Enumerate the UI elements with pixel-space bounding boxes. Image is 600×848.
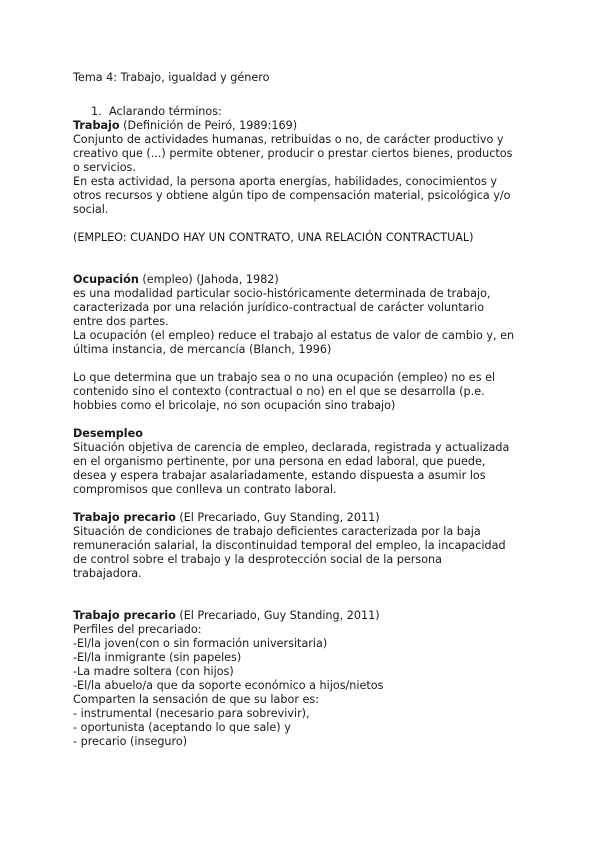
numbered-list-item: [73, 105, 533, 119]
term-source: (empleo) (Jahoda, 1982): [138, 273, 279, 286]
paragraph-line: social.: [73, 203, 109, 216]
list-line: -El/la joven(con o sin formación universitaria): [73, 637, 328, 650]
term-source: (El Precariado, Guy Standing, 2011): [175, 609, 380, 622]
paragraph-line: La ocupación (el empleo) reduce el trabajo al estatus de valor de cambio y, en: [73, 329, 515, 342]
paragraph-line: hobbies como el bricolaje, no son ocupación sino trabajo): [73, 399, 396, 412]
list-line: - oportunista (aceptando lo que sale) y: [73, 721, 291, 734]
paragraph-line: otros recursos y obtiene algún tipo de compensación material, psicológica y/o: [73, 189, 511, 202]
paragraph-line: última instancia, de mercancía (Blanch, 1996): [73, 343, 332, 356]
section-heading: [73, 273, 533, 287]
list-line: -La madre soltera (con hijos): [73, 665, 234, 678]
paragraph-line: caracterizada por una relación jurídico-contractual de carácter voluntario: [73, 301, 485, 314]
paragraph-line: En esta actividad, la persona aporta energías, habilidades, conocimientos y: [73, 175, 498, 188]
term-label: Desempleo: [73, 427, 143, 440]
paragraph-line: de control sobre el trabajo y la desprotección social de la persona: [73, 553, 442, 566]
paragraph-line: o servicios.: [73, 161, 136, 174]
section-trabajo-precario-1: [73, 511, 533, 581]
document-body: [73, 71, 533, 749]
section-ocupacion: [73, 273, 533, 413]
paragraph-line: creativo que (...) permite obtener, producir o prestar ciertos bienes, productos: [73, 147, 513, 160]
paragraph-line: Situación de condiciones de trabajo deficientes caracterizada por la baja: [73, 525, 481, 538]
section-heading: [73, 511, 533, 525]
section-heading: [73, 119, 533, 133]
term-label: Trabajo precario: [73, 609, 176, 622]
term-label: Trabajo: [73, 119, 120, 132]
document-title: Tema 4: Trabajo, igualdad y género: [73, 71, 270, 84]
section-heading: [73, 609, 533, 623]
list-number: 1.: [91, 105, 102, 118]
list-line: -El/la abuelo/a que da soporte económico a hijos/nietos: [73, 679, 384, 692]
term-source: (Definición de Peiró, 1989:169): [119, 119, 298, 132]
paragraph-line: Perfiles del precariado:: [73, 623, 202, 636]
term-label: Trabajo precario: [73, 511, 176, 524]
list-line: - instrumental (necesario para sobrevivir),: [73, 707, 310, 720]
section-heading: [73, 427, 533, 441]
section-trabajo-precario-2: [73, 609, 533, 749]
paragraph-line: remuneración salarial, la discontinuidad temporal del empleo, la incapacidad: [73, 539, 506, 552]
paragraph-line: Lo que determina que un trabajo sea o no una ocupación (empleo) no es el: [73, 371, 496, 384]
list-item-text: Aclarando términos:: [109, 105, 222, 118]
list-line: - precario (inseguro): [73, 735, 188, 748]
term-source: (El Precariado, Guy Standing, 2011): [175, 511, 380, 524]
term-label: Ocupación: [73, 273, 139, 286]
paragraph-line: entre dos partes.: [73, 315, 169, 328]
paragraph-line: Situación objetiva de carencia de empleo, declarada, registrada y actualizada: [73, 441, 510, 454]
paragraph-line: compromisos que conlleva un contrato laboral.: [73, 483, 337, 496]
paragraph-line: contenido sino el contexto (contractual o no) en el que se desarrolla (p.e.: [73, 385, 485, 398]
paragraph-line: Conjunto de actividades humanas, retribuidas o no, de carácter productivo y: [73, 133, 504, 146]
section-desempleo: [73, 427, 533, 497]
list-line: -El/la inmigrante (sin papeles): [73, 651, 242, 664]
paragraph-line: Comparten la sensación de que su labor es:: [73, 693, 319, 706]
paragraph-line: trabajadora.: [73, 567, 142, 580]
empleo-note: (EMPLEO: CUANDO HAY UN CONTRATO, UNA RELACIÓN CONTRACTUAL): [73, 231, 474, 244]
paragraph-line: desea y espera trabajar asalariadamente, estando dispuesta a asumir los: [73, 469, 486, 482]
paragraph-line: en el organismo pertinente, por una persona en edad laboral, que puede,: [73, 455, 486, 468]
paragraph-line: es una modalidad particular socio-históricamente determinada de trabajo,: [73, 287, 491, 300]
section-trabajo: [73, 119, 533, 217]
